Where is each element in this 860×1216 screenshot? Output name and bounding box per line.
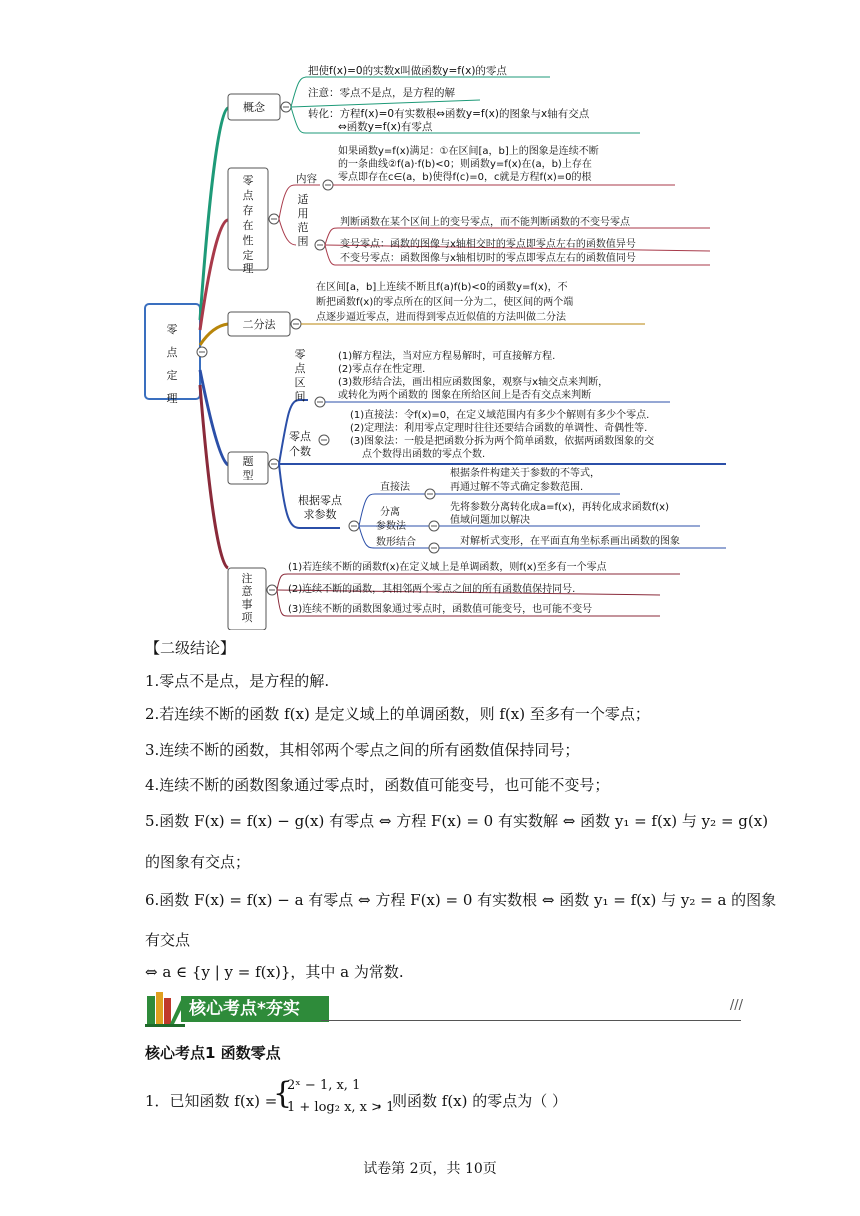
concept-item-3: 转化：方程f(x)=0有实数根⇔函数y=f(x)的图象与x轴有交点 (308, 108, 590, 120)
svg-text:项: 项 (241, 611, 253, 624)
conclusion-6b: 有交点 (145, 931, 191, 949)
svg-text:性: 性 (242, 234, 254, 247)
conclusion-5a: 5.函数 F(x) = f(x) − g(x) 有零点 ⇔ 方程 F(x) = 0 有实数解 ⇔ 函数 y₁ = f(x) 与 y₂ = g(x) (145, 812, 769, 830)
branch-bisection (228, 280, 645, 336)
svg-text:区: 区 (294, 376, 306, 389)
notes-item-2: (2)连续不断的函数，其相邻两个零点之间的所有函数值保持同号. (288, 584, 576, 595)
svg-text:零点: 零点 (289, 430, 311, 443)
svg-text:点: 点 (242, 189, 254, 202)
existence-scope-line-2: 变号零点：函数的图像与x轴相交时的零点即零点左右的函数值异号 (340, 239, 636, 250)
svg-text:事: 事 (241, 598, 253, 611)
question-prefix: 1．已知函数 f(x) = (145, 1092, 278, 1110)
banner-slash: /// (729, 998, 743, 1013)
question-case-1: 2ˣ − 1, x, 1 (287, 1078, 361, 1093)
svg-text:根据零点: 根据零点 (298, 494, 342, 507)
svg-text:间: 间 (294, 390, 306, 403)
separate-line-1: 先将参数分离转化成a=f(x)，再转化成求函数f(x) (450, 502, 669, 513)
concept-item-4: ⇔函数y=f(x)有零点 (338, 121, 433, 133)
separate-label-2: 参数法 (376, 521, 406, 532)
existence-content-label: 内容 (296, 173, 317, 185)
root-char-4: 理 (166, 392, 178, 405)
bisection-line-1: 在区间[a，b]上连续不断且f(a)f(b)<0的函数y=f(x)，不 (316, 282, 568, 293)
direct-label: 直接法 (380, 482, 410, 493)
svg-text:用: 用 (297, 207, 309, 220)
direct-line-1: 根据条件构建关于参数的不等式， (450, 468, 600, 479)
svg-text:零: 零 (242, 174, 254, 187)
page-footer: 试卷第 2页，共 10页 (363, 1161, 497, 1177)
count-line-1: (1)直接法：令f(x)=0，在定义域范围内有多少个解则有多少个零点. (350, 410, 650, 421)
svg-text:适: 适 (297, 193, 309, 206)
svg-text:型: 型 (242, 469, 254, 482)
notes-item-3: (3)连续不断的函数图象通过零点时，函数值可能变号，也可能不变号 (288, 604, 593, 615)
question-suffix: ，则函数 f(x) 的零点为（ ） (377, 1092, 568, 1110)
conclusion-3: 3.连续不断的函数，其相邻两个零点之间的所有函数值保持同号； (145, 741, 580, 759)
conclusion-6a: 6.函数 F(x) = f(x) − a 有零点 ⇔ 方程 F(x) = 0 有实数根 ⇔ 函数 y₁ = f(x) 与 y₂ = a 的图象 (145, 891, 777, 909)
existence-content-line-1: 如果函数y=f(x)满足：①在区间[a，b]上的图象是连续不断 (338, 146, 599, 157)
conclusion-6c: ⇔ a ∈ {y | y = f(x)}，其中 a 为常数. (145, 963, 404, 981)
count-line-2: (2)定理法：利用零点定理时往往还要结合函数的单调性、奇偶性等. (350, 423, 648, 434)
svg-text:存: 存 (242, 204, 254, 217)
direct-line-2: 再通过解不等式确定参数范围. (450, 482, 584, 493)
existence-content-line-3: 零点即存在c∈(a，b)使得f(c)=0，c就是方程f(x)=0的根 (338, 172, 592, 183)
svg-text:零: 零 (294, 348, 306, 361)
brace-icon: { (273, 1076, 293, 1111)
bisection-line-3: 点逐步逼近零点，进而得到零点近似值的方法叫做二分法 (316, 312, 566, 323)
svg-text:在: 在 (242, 219, 254, 232)
question-case-2: 1 + log₂ x, x > 1 (287, 1100, 395, 1115)
books-icon (145, 990, 185, 1028)
root-node (145, 304, 207, 405)
bisection-line-2: 断把函数f(x)的零点所在的区间一分为二，使区间的两个端 (316, 297, 574, 308)
separate-line-2: 值域问题加以解决 (450, 515, 530, 526)
existence-scope-line-3: 不变号零点：函数图像与x轴相切时的零点即零点左右的函数值同号 (340, 253, 636, 264)
conclusion-4: 4.连续不断的函数图象通过零点时，函数值可能变号，也可能不变号； (145, 776, 610, 794)
existence-content-line-2: 的一条曲线②f(a)·f(b)<0；则函数y=f(x)在(a，b)上存在 (338, 159, 592, 170)
interval-line-3: (3)数形结合法，画出相应函数图象，观察与x轴交点来判断， (338, 377, 609, 388)
root-char-3: 定 (166, 369, 178, 382)
svg-text:题: 题 (242, 455, 254, 468)
root-char-1: 零 (166, 323, 178, 336)
section-heading: 核心考点1 函数零点 (145, 1044, 281, 1062)
banner-rule (321, 1020, 741, 1021)
svg-text:求参数: 求参数 (303, 508, 337, 521)
conclusion-5b: 的图象有交点； (145, 853, 251, 871)
svg-text:理: 理 (242, 262, 254, 275)
separate-label-1: 分离 (380, 507, 400, 518)
existence-scope-line-1: 判断函数在某个区间上的变号零点，而不能判断函数的不变号零点 (340, 217, 630, 228)
concept-label: 概念 (243, 101, 265, 114)
bisection-label: 二分法 (242, 318, 276, 331)
concept-item-2: 注意：零点不是点，是方程的解 (308, 87, 455, 99)
graph-label: 数形结合 (376, 537, 416, 548)
banner-title: 核心考点*夯实 (181, 996, 329, 1022)
svg-text:注: 注 (241, 572, 253, 585)
svg-text:意: 意 (241, 585, 253, 598)
interval-line-4: 或转化为两个函数的 图象在所给区间上是否有交点来判断 (338, 390, 592, 401)
count-line-4: 点个数得出函数的零点个数. (362, 449, 486, 460)
svg-text:定: 定 (242, 249, 254, 262)
branch-existence (228, 144, 710, 275)
branch-notes (228, 560, 680, 630)
svg-text:围: 围 (297, 235, 309, 248)
branch-problems (228, 348, 726, 553)
branch-concept (228, 64, 640, 133)
interval-line-1: (1)解方程法，当对应方程易解时，可直接解方程. (338, 351, 556, 362)
svg-text:范: 范 (297, 221, 309, 234)
mind-map (140, 60, 730, 630)
notes-item-1: (1)若连续不断的函数f(x)在定义域上是单调函数，则f(x)至多有一个零点 (288, 562, 607, 573)
graph-line: 对解析式变形，在平面直角坐标系画出函数的图象 (460, 536, 680, 547)
conclusion-1: 1.零点不是点，是方程的解. (145, 672, 330, 690)
conclusion-2: 2.若连续不断的函数 f(x) 是定义域上的单调函数，则 f(x) 至多有一个零点； (145, 705, 650, 723)
concept-item-1: 把使f(x)=0的实数x叫做函数y=f(x)的零点 (308, 65, 507, 77)
section-banner (145, 990, 745, 1028)
conclusions-heading: 【二级结论】 (145, 639, 236, 657)
svg-text:个数: 个数 (289, 445, 311, 458)
svg-text:点: 点 (294, 362, 306, 375)
count-line-3: (3)图象法：一般是把函数分拆为两个简单函数，依据两函数图象的交 (350, 436, 655, 447)
interval-line-2: (2)零点存在性定理. (338, 364, 426, 375)
root-char-2: 点 (166, 346, 178, 359)
